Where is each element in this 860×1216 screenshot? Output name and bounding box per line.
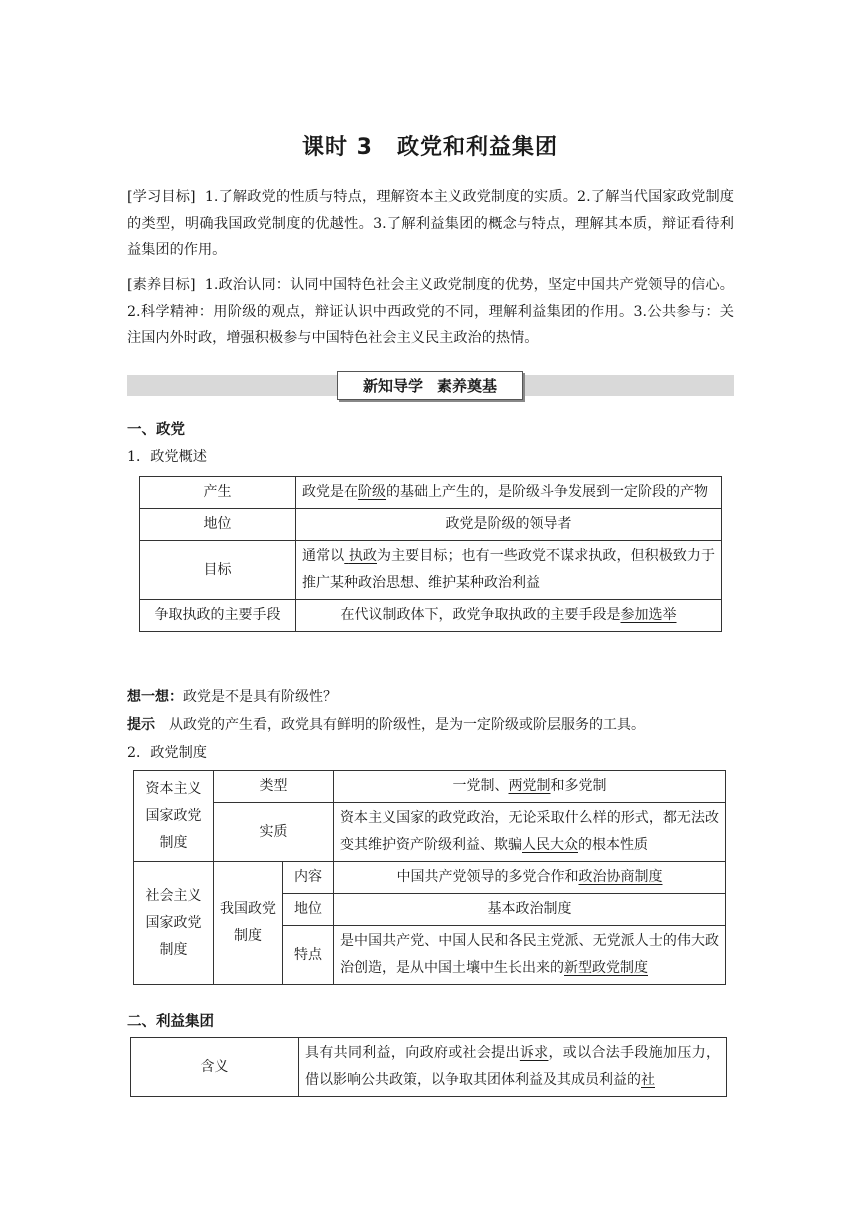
banner-left-text: 新知导学 <box>362 377 423 395</box>
tip-label: 提示 <box>127 717 155 733</box>
position-value: 基本政治制度 <box>334 894 726 926</box>
text-part: 一党制、 <box>452 778 509 794</box>
learning-goals-text: 1.了解政党的性质与特点，理解资本主义政党制度的实质。2.了解当代国家政党制度的类型，明确我国政党制度的优越性。3.了解利益集团的概念与特点，理解其本质，辩证看待利益集团的作用。 <box>127 189 734 258</box>
section-heading-party: 一、政党 <box>127 422 185 438</box>
position-label: 地位 <box>283 894 334 926</box>
table-row <box>134 771 726 803</box>
table-row <box>131 1038 727 1097</box>
party-system-table <box>133 770 726 985</box>
text-part: 具有共同利益，向政府或社会提出 <box>305 1045 520 1061</box>
party-overview-table <box>139 476 722 632</box>
text-part: 的根本性质 <box>578 837 648 853</box>
row-label-origin: 产生 <box>140 477 296 509</box>
our-system-label: 我国政党制度 <box>214 862 283 985</box>
type-value <box>334 771 726 803</box>
underlined-answer: 新型政党制度 <box>564 960 648 976</box>
type-label: 类型 <box>214 771 334 803</box>
capitalist-system-label: 资本主义国家政党制度 <box>134 771 214 862</box>
text-part: 中国共产党领导的多党合作和 <box>396 869 579 885</box>
table-row <box>134 803 726 862</box>
interest-group-table <box>130 1037 727 1097</box>
subheading-party-system: 2．政党制度 <box>127 745 207 761</box>
content-value <box>334 862 726 894</box>
underlined-answer: 两党制 <box>508 778 551 794</box>
underlined-answer: 社 <box>641 1072 655 1088</box>
text-part: 政党是在 <box>302 484 358 500</box>
underlined-answer <box>344 548 377 564</box>
content-label: 内容 <box>283 862 334 894</box>
text-part: 在代议制政体下，政党争取执政的主要手段是 <box>340 607 621 623</box>
table-row <box>134 862 726 894</box>
underlined-answer: 诉求 <box>519 1045 549 1061</box>
text-part: 的基础上产生的，是阶级斗争发展到一定阶段的产物 <box>386 484 708 500</box>
row-label-status: 地位 <box>140 509 296 541</box>
underlined-answer: 阶级 <box>358 484 386 500</box>
literacy-goals-label: [素养目标] <box>127 277 196 293</box>
text-part: 资本主义国家的政党政治，无论采取什么样的形式，都无法改变其维护资产阶级利益、欺骗 <box>340 810 719 853</box>
text-part: 和多党制 <box>550 778 607 794</box>
row-value-means <box>296 600 722 632</box>
row-value-origin <box>296 477 722 509</box>
banner-right-text: 素养奠基 <box>437 377 498 395</box>
section-banner <box>337 371 523 400</box>
feature-label: 特点 <box>283 926 334 985</box>
socialist-system-label: 社会主义国家政党制度 <box>134 862 214 985</box>
tip <box>127 714 645 734</box>
row-label-means: 争取执政的主要手段 <box>140 600 296 632</box>
table-row <box>140 541 722 600</box>
think-label: 想一想： <box>127 689 183 705</box>
lesson-number: 课时 3 <box>302 135 373 160</box>
row-value-status: 政党是阶级的领导者 <box>296 509 722 541</box>
think-question <box>127 686 337 706</box>
text-part: ，或以合法手段施加压力，借以影响公共政策，以争取其团体利益及其成员利益的 <box>305 1045 721 1088</box>
row-value-goal <box>296 541 722 600</box>
underlined-answer: 参加选举 <box>620 607 677 623</box>
underlined-answer: 政治协商制度 <box>578 869 663 885</box>
table-row <box>140 477 722 509</box>
feature-value <box>334 926 726 985</box>
learning-goals-label: [学习目标] <box>127 189 196 205</box>
underlined-answer-text: 执政 <box>348 548 377 564</box>
text-part: 为主要目标；也有一些政党不谋求执政，但积极致力于推广某种政治思想、维护某种政治利益 <box>302 548 716 591</box>
row-value-meaning <box>299 1038 727 1097</box>
literacy-goals <box>127 272 734 352</box>
essence-label: 实质 <box>214 803 334 862</box>
row-label-meaning: 含义 <box>131 1038 299 1097</box>
literacy-goals-text: 1.政治认同：认同中国特色社会主义政党制度的优势，坚定中国共产党领导的信心。2.科学精神：用阶级的观点，辩证认识中西政党的不同，理解利益集团的作用。3.公共参与：关注国内外时政，增强积极参与中国特色社会主义民主政治的热情。 <box>127 277 734 346</box>
underlined-answer: 人民大众 <box>522 837 578 853</box>
table-row <box>140 600 722 632</box>
subheading-party-overview: 1．政党概述 <box>127 449 207 465</box>
section-heading-interest-groups: 二、利益集团 <box>127 1014 214 1030</box>
essence-value <box>334 803 726 862</box>
lesson-name: 政党和利益集团 <box>396 135 558 160</box>
text-part: 通常以 <box>302 548 345 564</box>
text-part: 是中国共产党、中国人民和各民主党派、无党派人士的伟大政治创造，是从中国土壤中生长出来的 <box>340 933 719 976</box>
row-label-goal: 目标 <box>140 541 296 600</box>
page-title <box>0 130 860 161</box>
learning-goals <box>127 184 734 264</box>
think-text: 政党是不是具有阶级性？ <box>183 689 337 705</box>
tip-text: 从政党的产生看，政党具有鲜明的阶级性，是为一定阶级或阶层服务的工具。 <box>169 717 645 733</box>
table-row <box>140 509 722 541</box>
